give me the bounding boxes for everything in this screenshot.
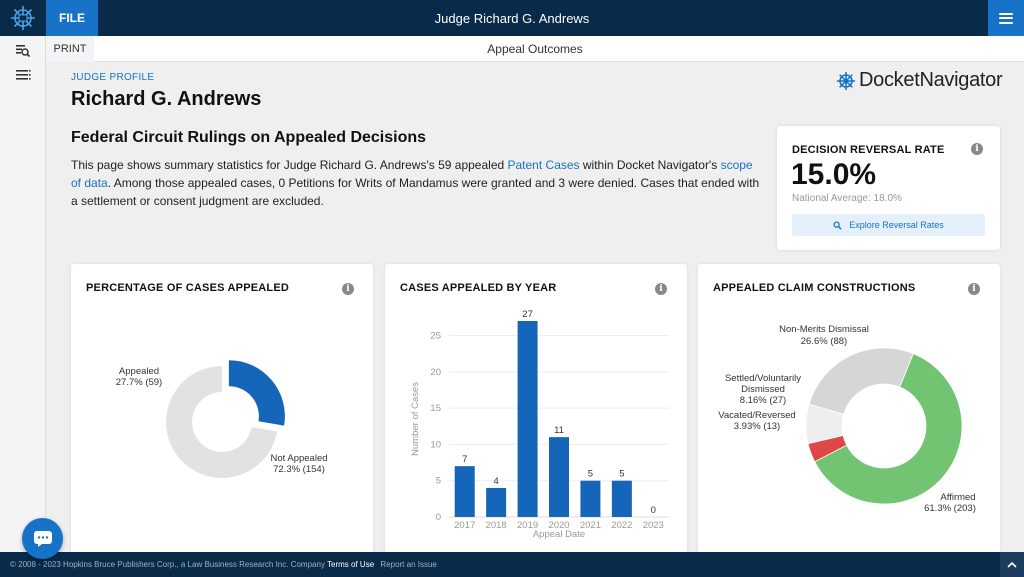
page-title: Richard G. Andrews <box>71 88 262 110</box>
value-vacated: 3.93% (13) <box>733 421 781 432</box>
footer-text <box>10 560 437 569</box>
x-tick-label: 2017 <box>454 520 476 531</box>
y-tick-label: 10 <box>430 439 441 451</box>
bar-value-label: 7 <box>462 454 468 466</box>
copyright-text: © 2008 - 2023 Hopkins Bruce Publishers Corp., a Law Business Research Inc. Company <box>10 560 325 569</box>
info-icon[interactable]: i <box>968 283 980 295</box>
national-average: National Average: 18.0% <box>792 193 902 204</box>
claim-constructions-card <box>698 264 1000 554</box>
cases-by-year-chart <box>385 264 687 554</box>
label-vacated: Vacated/Reversed <box>718 410 796 421</box>
bar <box>486 488 506 517</box>
search-list-icon[interactable] <box>15 43 31 59</box>
list-icon[interactable] <box>15 67 31 83</box>
value-not-appealed: 72.3% (154) <box>273 464 325 475</box>
cases-by-year-card <box>385 264 687 554</box>
label-non-merits: Non-Merits Dismissal <box>779 324 869 335</box>
info-icon[interactable]: i <box>655 283 667 295</box>
print-button[interactable]: PRINT <box>46 36 94 62</box>
hamburger-icon <box>999 13 1013 24</box>
app-logo[interactable] <box>0 0 46 36</box>
percentage-appealed-chart <box>71 264 373 554</box>
x-tick-label: 2020 <box>548 520 570 531</box>
y-tick-label: 0 <box>435 512 441 523</box>
x-tick-label: 2022 <box>611 520 633 531</box>
file-menu-button[interactable]: FILE <box>46 0 98 36</box>
chart-title: PERCENTAGE OF CASES APPEALED <box>86 282 290 294</box>
slice-appealed <box>229 360 285 425</box>
ship-wheel-icon <box>836 71 856 91</box>
report-issue-link[interactable]: Report an Issue <box>380 560 437 569</box>
info-icon[interactable]: i <box>342 283 354 295</box>
intro-paragraph <box>71 156 761 210</box>
label-appealed: Appealed <box>118 366 160 377</box>
section-heading: Federal Circuit Rulings on Appealed Decisions <box>71 129 427 146</box>
explore-reversal-rates-button[interactable] <box>792 214 985 236</box>
footer <box>0 552 1024 577</box>
bar <box>455 466 475 517</box>
page-subtitle: Appeal Outcomes <box>487 42 583 56</box>
x-tick-label: 2018 <box>485 520 507 531</box>
value-settled: 8.16% (27) <box>739 395 787 406</box>
y-axis-label: Number of Cases <box>410 382 421 456</box>
x-tick-label: 2021 <box>579 520 601 531</box>
hamburger-menu-button[interactable] <box>988 0 1024 36</box>
bar <box>518 321 538 517</box>
ship-wheel-icon <box>10 5 36 31</box>
reversal-rate-card <box>777 126 1000 250</box>
sub-bar <box>46 36 1024 62</box>
value-non-merits: 26.6% (88) <box>800 336 848 347</box>
y-tick-label: 15 <box>430 403 441 415</box>
cases-appealed-card <box>71 264 373 554</box>
claim-constructions-chart <box>698 264 1000 554</box>
y-tick-label: 20 <box>430 366 441 378</box>
label-settled: Dismissed <box>741 384 785 395</box>
explore-reversal-rates-label: Explore Reversal Rates <box>849 220 944 230</box>
intro-text: within Docket Navigator's <box>579 158 721 172</box>
x-tick-label: 2019 <box>517 520 539 531</box>
scroll-to-top-button[interactable] <box>1000 552 1024 577</box>
bar-value-label: 4 <box>493 475 499 487</box>
terms-of-use-link[interactable]: Terms of Use <box>327 560 375 569</box>
search-icon <box>833 221 842 230</box>
bar-value-label: 5 <box>587 468 594 480</box>
intro-text: This page shows summary statistics for Judge Richard G. Andrews's 59 appealed <box>71 158 508 172</box>
bar-value-label: 5 <box>619 468 625 480</box>
brand-name: DocketNavigator <box>859 69 1003 91</box>
y-tick-label: 5 <box>435 475 441 487</box>
label-settled: Settled/Voluntarily <box>724 373 802 384</box>
bar-value-label: 11 <box>554 425 564 437</box>
slice-non-merits <box>809 348 913 414</box>
judge-profile-label: JUDGE PROFILE <box>71 72 155 83</box>
bar <box>580 481 600 517</box>
bar <box>549 437 569 517</box>
chart-title: APPEALED CLAIM CONSTRUCTIONS <box>713 282 916 294</box>
chat-bubble-icon <box>33 530 53 548</box>
top-bar <box>0 0 1024 36</box>
reversal-rate-value: 15.0% <box>791 158 877 191</box>
chevron-up-icon <box>1007 561 1017 568</box>
info-icon[interactable]: i <box>971 143 983 155</box>
patent-cases-link[interactable]: Patent Cases <box>507 158 580 172</box>
intro-text: . Among those appealed cases, 0 Petitions for Writs of Mandamus were granted and 3 were denied. Cases that ended with a settlement or consent judgment are excluded. <box>71 176 760 208</box>
x-axis-label: Appeal Date <box>532 529 586 540</box>
chat-button[interactable] <box>22 518 63 559</box>
chart-title: CASES APPEALED BY YEAR <box>400 282 557 294</box>
y-tick-label: 25 <box>430 330 441 342</box>
brand-logo <box>836 69 1002 92</box>
bar-value-label: 0 <box>650 505 656 516</box>
bar <box>612 481 632 517</box>
bar-value-label: 27 <box>522 309 533 320</box>
scope-of-data-link[interactable]: scope of data <box>71 158 753 190</box>
label-not-appealed: Not Appealed <box>270 453 328 464</box>
window-title: Judge Richard G. Andrews <box>434 10 590 26</box>
value-affirmed: 61.3% (203) <box>924 503 976 514</box>
label-affirmed: Affirmed <box>940 492 976 503</box>
value-appealed: 27.7% (59) <box>115 377 163 388</box>
left-sidebar <box>0 36 46 552</box>
reversal-rate-title: DECISION REVERSAL RATE <box>792 144 945 156</box>
x-tick-label: 2023 <box>642 520 664 531</box>
